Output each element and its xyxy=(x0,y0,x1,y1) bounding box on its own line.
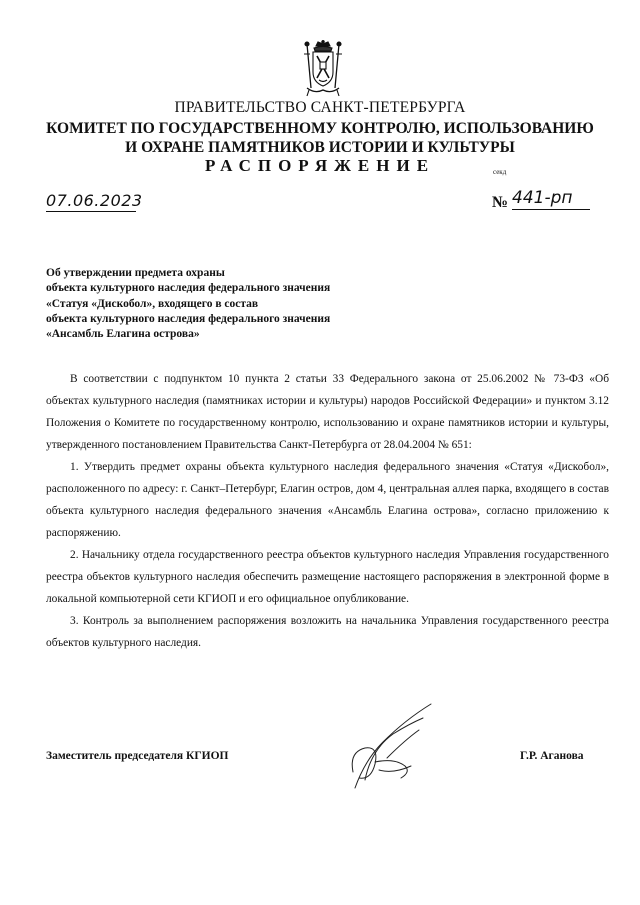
secrecy-mark: секд xyxy=(493,168,507,176)
org-line-committee-2: И ОХРАНЕ ПАМЯТНИКОВ ИСТОРИИ И КУЛЬТУРЫ xyxy=(125,139,515,156)
preamble-paragraph: В соответствии с подпунктом 10 пункта 2 статьи 33 Федерального закона от 25.06.2002 № 73-ФЗ «Об объектах культурного наследия (памятниках истории и культуры) народов Российской Федерации» и пунктом 3.12 Положения о Комитете по государственному контролю, использованию и охране памятников истории и культуры, утвержденного постановлением Правительства Санкт-Петербурга от 28.04.2004 № 651: xyxy=(46,373,609,451)
document-number: 441-рп xyxy=(512,188,590,210)
document-body xyxy=(46,368,609,654)
subject-line: Об утверждении предмета охраны xyxy=(46,267,225,279)
signatory-position: Заместитель председателя КГИОП xyxy=(46,750,229,762)
org-committee-name xyxy=(0,119,640,157)
subject-line: объекта культурного наследия федерального значения xyxy=(46,282,331,295)
subject-line: объекта культурного наследия федерального значения xyxy=(46,312,331,325)
subject-line: «Ансамбль Елагина острова» xyxy=(46,328,200,341)
subject-line: «Статуя «Дискобол», входящего в состав xyxy=(46,297,259,310)
document-type-title: РАСПОРЯЖЕНИЕ xyxy=(204,156,436,175)
number-label: № xyxy=(492,194,509,211)
subject-block xyxy=(46,266,330,342)
st-petersburg-coat-of-arms-icon xyxy=(299,40,347,98)
item-paragraph-2: 2. Начальнику отдела государственного реестра объектов культурного наследия Управления государственного реестра объектов культурного наследия обеспечить размещение настоящего распоряжения в электронной форме в локальной компьютерной сети КГИОП и его официальное опубликование. xyxy=(46,549,609,605)
handwritten-signature-icon xyxy=(335,700,445,800)
org-line-government: ПРАВИТЕЛЬСТВО САНКТ-ПЕТЕРБУРГА xyxy=(174,99,466,116)
item-paragraph-3: 3. Контроль за выполнением распоряжения возложить на начальника Управления государственного реестра объектов культурного наследия. xyxy=(46,615,609,649)
item-paragraph-1: 1. Утвердить предмет охраны объекта культурного наследия федерального значения «Статуя «Дискобол», расположенного по адресу: г. Санкт–Петербург, Елагин остров, дом 4, центральная аллея парка, входящего в состав объекта культурного наследия федерального значения «Ансамбль Елагина острова», согласно приложению к распоряжению. xyxy=(46,461,609,539)
signatory-name: Г.Р. Аганова xyxy=(520,750,584,762)
org-line-committee-1: КОМИТЕТ ПО ГОСУДАРСТВЕННОМУ КОНТРОЛЮ, ИСПОЛЬЗОВАНИЮ xyxy=(46,120,594,137)
document-date: 07.06.2023 xyxy=(46,191,143,210)
